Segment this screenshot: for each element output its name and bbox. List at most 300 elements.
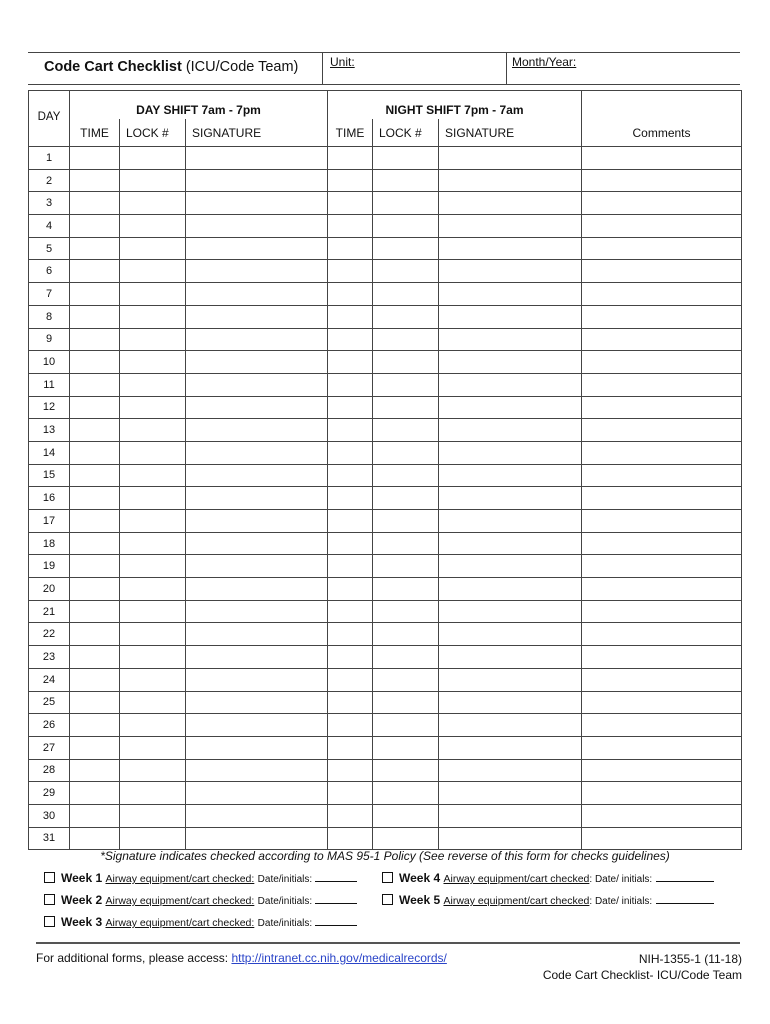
night-lock-header: LOCK # (373, 119, 439, 147)
night-lock-cell[interactable] (373, 736, 439, 759)
day-lock-cell[interactable] (120, 623, 186, 646)
day-time-cell[interactable] (70, 283, 120, 306)
night-lock-cell[interactable] (373, 646, 439, 669)
week-4-check[interactable] (382, 871, 714, 885)
night-time-cell[interactable] (328, 532, 373, 555)
header-divider (322, 52, 323, 84)
day-time-cell[interactable] (70, 532, 120, 555)
day-time-cell[interactable] (70, 623, 120, 646)
comments-cell[interactable] (582, 691, 742, 714)
week-1-task: Airway equipment/cart checked: (105, 873, 255, 885)
day-signature-cell[interactable] (186, 419, 328, 442)
day-time-cell[interactable] (70, 169, 120, 192)
day-lock-cell[interactable] (120, 714, 186, 737)
night-signature-cell[interactable] (439, 555, 582, 578)
night-lock-cell[interactable] (373, 827, 439, 850)
day-signature-cell[interactable] (186, 373, 328, 396)
night-lock-cell[interactable] (373, 464, 439, 487)
comments-cell[interactable] (582, 237, 742, 260)
checklist-table (28, 90, 742, 850)
form-title (44, 59, 298, 75)
table-row (29, 714, 742, 737)
day-lock-cell[interactable] (120, 328, 186, 351)
day-number: 16 (29, 487, 70, 510)
comments-cell[interactable] (582, 419, 742, 442)
night-signature-cell[interactable] (439, 147, 582, 170)
night-time-cell[interactable] (328, 782, 373, 805)
day-lock-cell[interactable] (120, 736, 186, 759)
night-signature-cell[interactable] (439, 260, 582, 283)
day-time-cell[interactable] (70, 600, 120, 623)
week-5-date-initials-field[interactable] (656, 903, 714, 904)
day-signature-cell[interactable] (186, 441, 328, 464)
day-signature-cell[interactable] (186, 464, 328, 487)
day-signature-cell[interactable] (186, 804, 328, 827)
night-time-cell[interactable] (328, 419, 373, 442)
day-signature-cell[interactable] (186, 600, 328, 623)
table-row (29, 419, 742, 442)
day-lock-cell[interactable] (120, 532, 186, 555)
day-time-cell[interactable] (70, 646, 120, 669)
night-lock-cell[interactable] (373, 351, 439, 374)
night-signature-cell[interactable] (439, 691, 582, 714)
day-signature-cell[interactable] (186, 510, 328, 533)
day-time-cell[interactable] (70, 759, 120, 782)
day-lock-cell[interactable] (120, 510, 186, 533)
night-signature-cell[interactable] (439, 464, 582, 487)
week-1-label: Week 1 (61, 871, 103, 885)
night-signature-cell[interactable] (439, 804, 582, 827)
night-time-cell[interactable] (328, 169, 373, 192)
night-signature-cell[interactable] (439, 714, 582, 737)
night-time-cell[interactable] (328, 804, 373, 827)
week-3-date-initials-field[interactable] (315, 925, 357, 926)
night-signature-cell[interactable] (439, 578, 582, 601)
day-number: 13 (29, 419, 70, 442)
night-time-cell[interactable] (328, 305, 373, 328)
day-time-cell[interactable] (70, 804, 120, 827)
day-lock-cell[interactable] (120, 169, 186, 192)
night-time-cell[interactable] (328, 714, 373, 737)
comments-cell[interactable] (582, 578, 742, 601)
day-number: 29 (29, 782, 70, 805)
comments-cell[interactable] (582, 260, 742, 283)
night-time-cell[interactable] (328, 260, 373, 283)
comments-cell[interactable] (582, 555, 742, 578)
comments-cell[interactable] (582, 328, 742, 351)
day-number: 12 (29, 396, 70, 419)
table-row (29, 487, 742, 510)
night-lock-cell[interactable] (373, 283, 439, 306)
day-time-cell[interactable] (70, 578, 120, 601)
week-5-task: Airway equipment/cart checked (443, 895, 590, 907)
day-signature-cell[interactable] (186, 555, 328, 578)
header-divider (506, 52, 507, 84)
day-signature-cell[interactable] (186, 351, 328, 374)
night-shift-header: NIGHT SHIFT 7pm - 7am (328, 91, 582, 120)
comments-cell[interactable] (582, 714, 742, 737)
night-lock-cell[interactable] (373, 441, 439, 464)
night-time-cell[interactable] (328, 691, 373, 714)
comments-cell[interactable] (582, 646, 742, 669)
night-lock-cell[interactable] (373, 396, 439, 419)
day-number: 25 (29, 691, 70, 714)
day-number: 28 (29, 759, 70, 782)
night-lock-cell[interactable] (373, 192, 439, 215)
night-time-cell[interactable] (328, 351, 373, 374)
night-time-cell[interactable] (328, 646, 373, 669)
day-lock-cell[interactable] (120, 782, 186, 805)
night-signature-cell[interactable] (439, 827, 582, 850)
day-lock-cell[interactable] (120, 759, 186, 782)
night-time-cell[interactable] (328, 215, 373, 238)
comments-cell[interactable] (582, 487, 742, 510)
form-name: Code Cart Checklist- ICU/Code Team (542, 968, 742, 982)
comments-cell[interactable] (582, 532, 742, 555)
week-2-checkbox[interactable] (44, 894, 55, 905)
night-signature-cell[interactable] (439, 237, 582, 260)
day-number: 22 (29, 623, 70, 646)
day-signature-cell[interactable] (186, 691, 328, 714)
week-1-check[interactable] (44, 871, 357, 885)
day-number: 1 (29, 147, 70, 170)
table-row (29, 827, 742, 850)
day-lock-cell[interactable] (120, 215, 186, 238)
night-time-header: TIME (328, 119, 373, 147)
comments-cell[interactable] (582, 804, 742, 827)
day-signature-header: SIGNATURE (186, 119, 328, 147)
night-lock-cell[interactable] (373, 668, 439, 691)
night-time-cell[interactable] (328, 487, 373, 510)
day-time-cell[interactable] (70, 373, 120, 396)
night-time-cell[interactable] (328, 283, 373, 306)
night-lock-cell[interactable] (373, 237, 439, 260)
night-signature-cell[interactable] (439, 328, 582, 351)
day-lock-cell[interactable] (120, 827, 186, 850)
night-signature-cell[interactable] (439, 487, 582, 510)
day-time-cell[interactable] (70, 782, 120, 805)
comments-cell[interactable] (582, 283, 742, 306)
night-signature-cell[interactable] (439, 396, 582, 419)
day-signature-cell[interactable] (186, 578, 328, 601)
night-signature-cell[interactable] (439, 782, 582, 805)
comments-cell[interactable] (582, 668, 742, 691)
night-lock-cell[interactable] (373, 260, 439, 283)
night-lock-cell[interactable] (373, 714, 439, 737)
day-lock-cell[interactable] (120, 147, 186, 170)
medical-records-link[interactable]: http://intranet.cc.nih.gov/medicalrecords/ (231, 951, 447, 965)
day-lock-cell[interactable] (120, 419, 186, 442)
night-lock-cell[interactable] (373, 510, 439, 533)
table-row (29, 759, 742, 782)
night-lock-cell[interactable] (373, 691, 439, 714)
day-lock-cell[interactable] (120, 804, 186, 827)
unit-field-label[interactable]: Unit: (330, 55, 355, 69)
night-signature-cell[interactable] (439, 600, 582, 623)
night-signature-cell[interactable] (439, 623, 582, 646)
signature-footnote: *Signature indicates checked according to MAS 95-1 Policy (See reverse of this form for checks guidelines) (100, 849, 670, 863)
header-top-rule (28, 52, 740, 53)
day-signature-cell[interactable] (186, 215, 328, 238)
day-lock-cell[interactable] (120, 646, 186, 669)
day-time-cell[interactable] (70, 736, 120, 759)
week-2-date-initials-label: Date/initials: (257, 896, 313, 907)
comments-cell[interactable] (582, 441, 742, 464)
day-signature-cell[interactable] (186, 532, 328, 555)
week-1-checkbox[interactable] (44, 872, 55, 883)
day-number: 6 (29, 260, 70, 283)
day-number: 15 (29, 464, 70, 487)
day-lock-cell[interactable] (120, 351, 186, 374)
comments-cell[interactable] (582, 623, 742, 646)
day-signature-cell[interactable] (186, 759, 328, 782)
day-signature-cell[interactable] (186, 260, 328, 283)
day-time-cell[interactable] (70, 555, 120, 578)
night-lock-cell[interactable] (373, 419, 439, 442)
day-signature-cell[interactable] (186, 736, 328, 759)
night-lock-cell[interactable] (373, 555, 439, 578)
day-lock-cell[interactable] (120, 578, 186, 601)
night-lock-cell[interactable] (373, 305, 439, 328)
day-lock-cell[interactable] (120, 396, 186, 419)
day-time-cell[interactable] (70, 192, 120, 215)
table-row (29, 260, 742, 283)
day-shift-header: DAY SHIFT 7am - 7pm (70, 91, 328, 120)
day-time-cell[interactable] (70, 328, 120, 351)
night-lock-cell[interactable] (373, 147, 439, 170)
day-number: 3 (29, 192, 70, 215)
comments-cell[interactable] (582, 736, 742, 759)
comments-cell[interactable] (582, 192, 742, 215)
day-time-cell[interactable] (70, 396, 120, 419)
night-time-cell[interactable] (328, 759, 373, 782)
night-signature-cell[interactable] (439, 668, 582, 691)
day-time-cell[interactable] (70, 827, 120, 850)
table-row (29, 441, 742, 464)
day-signature-cell[interactable] (186, 328, 328, 351)
night-signature-header: SIGNATURE (439, 119, 582, 147)
night-signature-cell[interactable] (439, 351, 582, 374)
day-lock-cell[interactable] (120, 691, 186, 714)
day-signature-cell[interactable] (186, 668, 328, 691)
night-lock-cell[interactable] (373, 328, 439, 351)
footer-access (36, 951, 447, 965)
table-row (29, 782, 742, 805)
table-row (29, 691, 742, 714)
night-lock-cell[interactable] (373, 373, 439, 396)
night-lock-cell[interactable] (373, 782, 439, 805)
day-time-cell[interactable] (70, 714, 120, 737)
footer-access-text: For additional forms, please access: (36, 951, 229, 965)
week-3-check[interactable] (44, 915, 357, 929)
comments-cell[interactable] (582, 827, 742, 850)
night-signature-cell[interactable] (439, 646, 582, 669)
comments-cell[interactable] (582, 169, 742, 192)
day-lock-cell[interactable] (120, 441, 186, 464)
comments-cell[interactable] (582, 147, 742, 170)
week-5-checkbox[interactable] (382, 894, 393, 905)
day-time-cell[interactable] (70, 237, 120, 260)
day-signature-cell[interactable] (186, 305, 328, 328)
day-signature-cell[interactable] (186, 192, 328, 215)
day-time-cell[interactable] (70, 487, 120, 510)
night-time-cell[interactable] (328, 441, 373, 464)
comments-cell[interactable] (582, 305, 742, 328)
day-number: 7 (29, 283, 70, 306)
night-lock-cell[interactable] (373, 578, 439, 601)
night-lock-cell[interactable] (373, 600, 439, 623)
night-time-cell[interactable] (328, 578, 373, 601)
night-signature-cell[interactable] (439, 510, 582, 533)
night-time-cell[interactable] (328, 328, 373, 351)
month-year-field-label[interactable]: Month/Year: (512, 55, 577, 69)
table-row (29, 147, 742, 170)
day-lock-cell[interactable] (120, 373, 186, 396)
night-signature-cell[interactable] (439, 283, 582, 306)
night-time-cell[interactable] (328, 827, 373, 850)
day-signature-cell[interactable] (186, 827, 328, 850)
comments-cell[interactable] (582, 351, 742, 374)
night-time-cell[interactable] (328, 736, 373, 759)
day-time-cell[interactable] (70, 510, 120, 533)
day-time-cell[interactable] (70, 215, 120, 238)
day-column-header: DAY (29, 91, 70, 147)
table-row (29, 623, 742, 646)
footer-form-id (543, 951, 742, 983)
night-signature-cell[interactable] (439, 419, 582, 442)
night-time-cell[interactable] (328, 373, 373, 396)
day-number: 20 (29, 578, 70, 601)
table-row (29, 510, 742, 533)
day-signature-cell[interactable] (186, 396, 328, 419)
night-lock-cell[interactable] (373, 215, 439, 238)
night-lock-cell[interactable] (373, 804, 439, 827)
table-row (29, 305, 742, 328)
day-signature-cell[interactable] (186, 283, 328, 306)
night-signature-cell[interactable] (439, 373, 582, 396)
night-time-cell[interactable] (328, 600, 373, 623)
day-lock-cell[interactable] (120, 464, 186, 487)
day-lock-cell[interactable] (120, 260, 186, 283)
comments-cell[interactable] (582, 464, 742, 487)
day-time-cell[interactable] (70, 147, 120, 170)
week-4-date-initials-field[interactable] (656, 881, 714, 882)
comments-cell[interactable] (582, 759, 742, 782)
day-signature-cell[interactable] (186, 487, 328, 510)
comments-cell[interactable] (582, 510, 742, 533)
week-3-task: Airway equipment/cart checked: (105, 917, 255, 929)
day-lock-cell[interactable] (120, 305, 186, 328)
night-time-cell[interactable] (328, 668, 373, 691)
comments-cell[interactable] (582, 373, 742, 396)
week-1-date-initials-field[interactable] (315, 881, 357, 882)
night-signature-cell[interactable] (439, 215, 582, 238)
night-time-cell[interactable] (328, 147, 373, 170)
day-time-cell[interactable] (70, 260, 120, 283)
day-time-cell[interactable] (70, 464, 120, 487)
day-signature-cell[interactable] (186, 623, 328, 646)
day-number: 5 (29, 237, 70, 260)
night-signature-cell[interactable] (439, 305, 582, 328)
week-4-checkbox[interactable] (382, 872, 393, 883)
day-signature-cell[interactable] (186, 237, 328, 260)
day-lock-cell[interactable] (120, 668, 186, 691)
day-signature-cell[interactable] (186, 646, 328, 669)
day-lock-cell[interactable] (120, 237, 186, 260)
comments-cell[interactable] (582, 215, 742, 238)
table-row (29, 373, 742, 396)
day-number: 17 (29, 510, 70, 533)
week-5-check[interactable] (382, 893, 714, 907)
night-lock-cell[interactable] (373, 169, 439, 192)
comments-cell[interactable] (582, 396, 742, 419)
table-row (29, 464, 742, 487)
day-lock-cell[interactable] (120, 192, 186, 215)
day-number: 18 (29, 532, 70, 555)
table-row (29, 804, 742, 827)
night-signature-cell[interactable] (439, 759, 582, 782)
night-time-cell[interactable] (328, 623, 373, 646)
night-lock-cell[interactable] (373, 532, 439, 555)
week-4-date-initials-label: : Date/ initials: (589, 874, 653, 885)
night-signature-cell[interactable] (439, 736, 582, 759)
day-time-header: TIME (70, 119, 120, 147)
night-time-cell[interactable] (328, 396, 373, 419)
table-row (29, 396, 742, 419)
day-number: 27 (29, 736, 70, 759)
comments-cell[interactable] (582, 782, 742, 805)
night-time-cell[interactable] (328, 237, 373, 260)
night-time-cell[interactable] (328, 464, 373, 487)
week-3-checkbox[interactable] (44, 916, 55, 927)
night-signature-cell[interactable] (439, 192, 582, 215)
day-signature-cell[interactable] (186, 782, 328, 805)
night-lock-cell[interactable] (373, 487, 439, 510)
night-time-cell[interactable] (328, 192, 373, 215)
day-time-cell[interactable] (70, 351, 120, 374)
day-time-cell[interactable] (70, 305, 120, 328)
table-row (29, 555, 742, 578)
day-time-cell[interactable] (70, 441, 120, 464)
day-lock-cell[interactable] (120, 600, 186, 623)
night-lock-cell[interactable] (373, 759, 439, 782)
night-signature-cell[interactable] (439, 441, 582, 464)
night-signature-cell[interactable] (439, 532, 582, 555)
table-row (29, 283, 742, 306)
day-time-cell[interactable] (70, 419, 120, 442)
day-signature-cell[interactable] (186, 169, 328, 192)
week-2-date-initials-field[interactable] (315, 903, 357, 904)
comments-cell[interactable] (582, 600, 742, 623)
table-row (29, 668, 742, 691)
week-4-task: Airway equipment/cart checked (443, 873, 590, 885)
table-row (29, 169, 742, 192)
comments-header: Comments (582, 119, 742, 147)
day-signature-cell[interactable] (186, 147, 328, 170)
day-time-cell[interactable] (70, 668, 120, 691)
day-lock-cell[interactable] (120, 487, 186, 510)
day-signature-cell[interactable] (186, 714, 328, 737)
night-time-cell[interactable] (328, 510, 373, 533)
day-lock-cell[interactable] (120, 555, 186, 578)
night-time-cell[interactable] (328, 555, 373, 578)
day-time-cell[interactable] (70, 691, 120, 714)
table-row (29, 736, 742, 759)
night-lock-cell[interactable] (373, 623, 439, 646)
week-2-check[interactable] (44, 893, 357, 907)
night-signature-cell[interactable] (439, 169, 582, 192)
day-lock-cell[interactable] (120, 283, 186, 306)
